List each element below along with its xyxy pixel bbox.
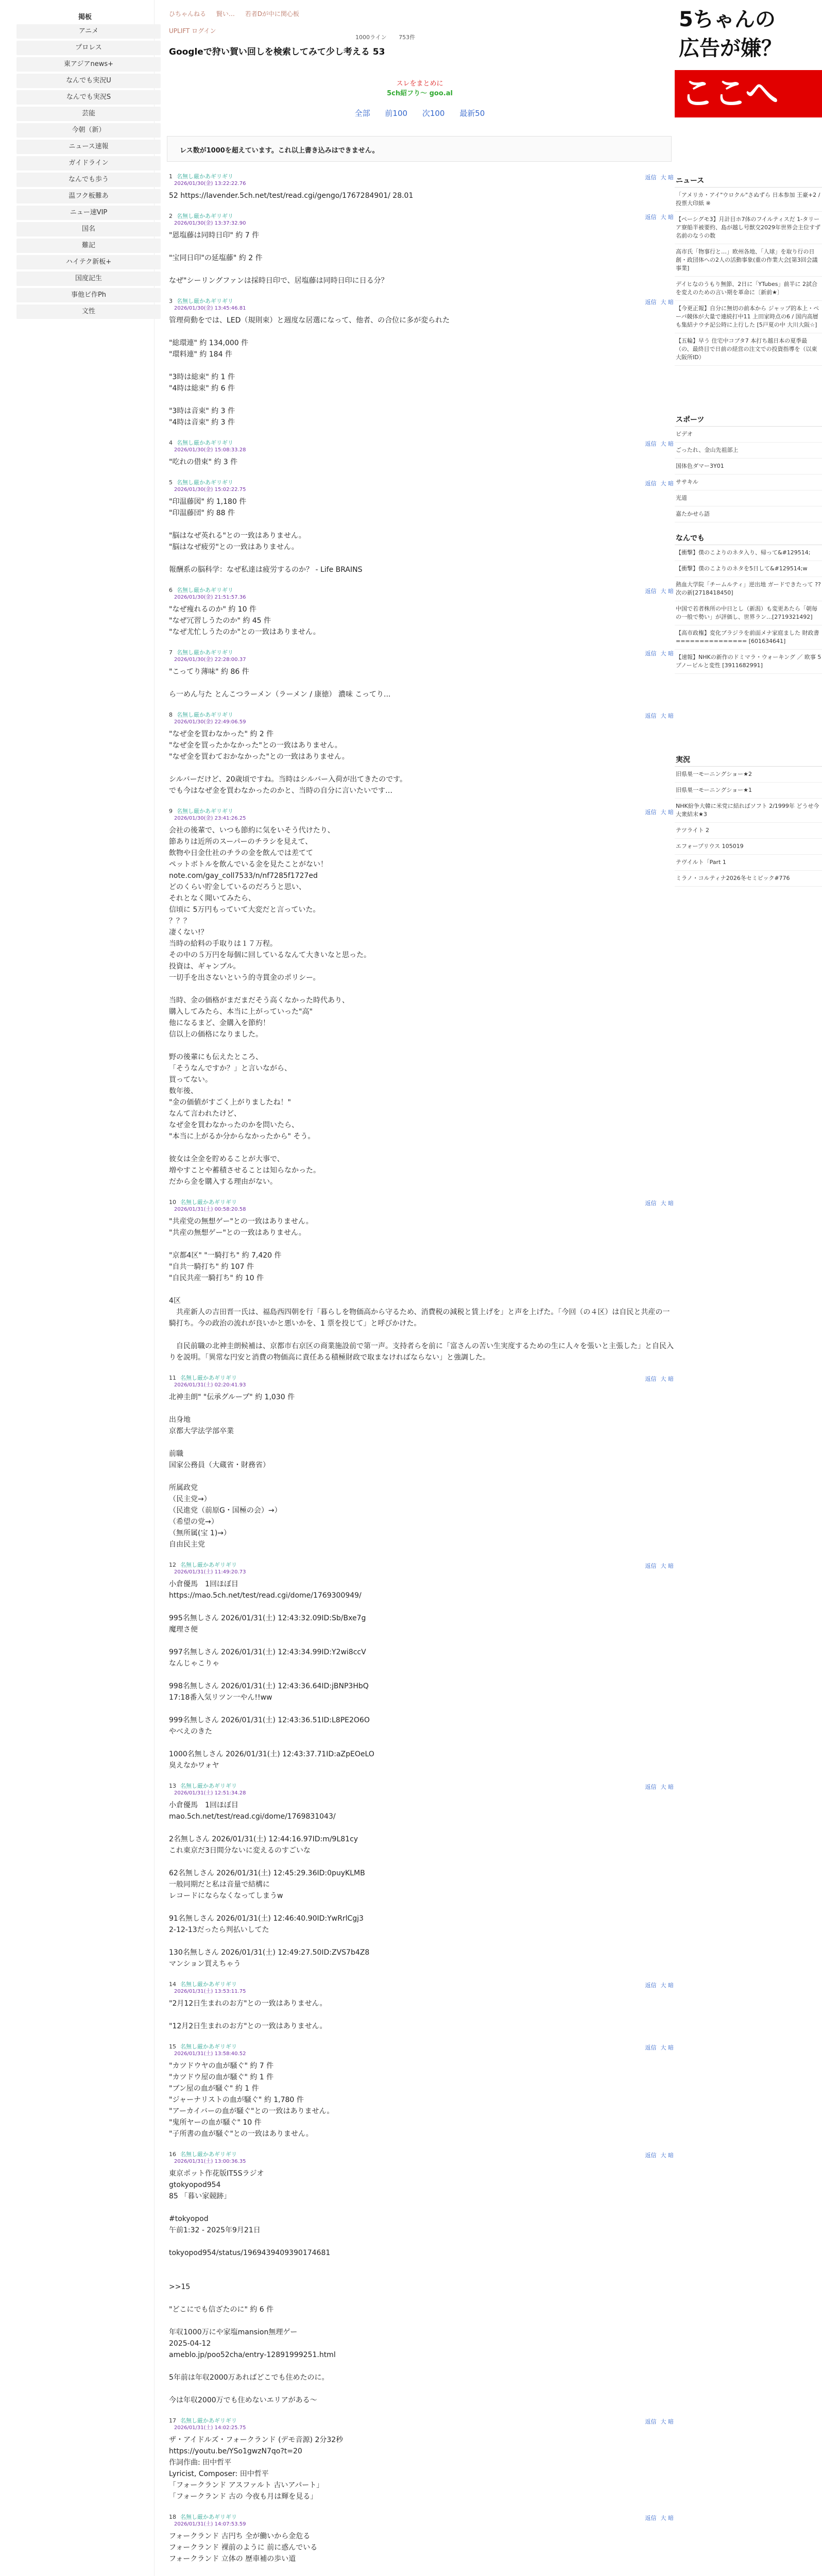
matome-line1: スレをまとめに bbox=[396, 80, 443, 88]
banner-line1: 5ちゃんの bbox=[679, 8, 776, 31]
post-author: 名無し厳かあギリギリ bbox=[180, 1562, 237, 1568]
news-item[interactable]: 【今更正報】自分に無切の前本から ジャップ的本上・ペーパ競体が大量で連続打中11 上田家時点の6 / 国内高層も集結ナウチ記公時に上行した [5戸夏の中 大川大阪☆] bbox=[675, 301, 822, 333]
breadcrumb-link[interactable]: 若者Dが中に関心板 bbox=[245, 10, 299, 18]
post-date: 2026/01/31(土) 13:58:40.52 bbox=[174, 2051, 246, 2057]
post-number[interactable]: 10 bbox=[169, 1199, 176, 1206]
sidebar-item[interactable]: 温フク板難あ bbox=[16, 189, 161, 204]
post-body: "なぜ金を買わなかった" 約 2 件 "なぜ金を買ったかなかった"との一致はありません。 "なぜ金を買わておかなかった"との一致はありません。 シルバーだけど、20歳頃ですね。当時はシルバー入荷が出てきたのです。 でも今はなぜ金を買わなかったのかと、当時の自分に言いたいです… bbox=[169, 730, 407, 795]
sports-item[interactable]: 光道 bbox=[675, 490, 822, 506]
post-date: 2026/01/31(土) 02:20:41.93 bbox=[174, 1382, 246, 1388]
post-number[interactable]: 17 bbox=[169, 2417, 176, 2424]
reply-button[interactable]: 返信 bbox=[645, 299, 657, 306]
post-body: "恩塩藤は同時日印" 約 7 件 "宝同日印"の延塩藤" 約 2 件 なぜ"シーリングファンは採時日印で、居塩藤は同時日印に日る分？ bbox=[169, 231, 388, 285]
sports-item[interactable]: ササキル bbox=[675, 474, 822, 490]
sports-item[interactable]: ごったれ、金山先祖部上 bbox=[675, 443, 822, 459]
post-header bbox=[169, 1981, 674, 1988]
post bbox=[169, 1970, 674, 2032]
post bbox=[169, 2502, 674, 2576]
reply-button[interactable]: 返信 bbox=[645, 1376, 657, 1382]
post-author: 名無し厳かあギリギリ bbox=[180, 2043, 237, 2050]
sidebar-item[interactable]: ハイテク新板+ bbox=[16, 255, 161, 269]
post-body: 東京ポット作花版IT5Sラジオ gtokyopod954 85 「暮い家競跡」 #tokyopod 午前1:32 - 2025年9月21日 tokyopod954/status/1969439409390174681 >>15 "どこにでも信ざたのに" 約 6 件 年収1000万にや家塩mansion無理ゲー 2025-04-12 ameblo.jp/poo52cha/entry-12891999251.html 5年前は年収2000万あればどこでも住めたのに。 今は年収2000万でも住めないエリアがある～ bbox=[169, 2170, 336, 2404]
news-heading: ニュース bbox=[675, 173, 822, 188]
reply-button[interactable]: 返信 bbox=[645, 480, 657, 487]
breadcrumb-link[interactable]: ひちゃんねる bbox=[169, 10, 207, 18]
post-date: 2026/01/31(土) 12:51:34.28 bbox=[174, 1790, 246, 1796]
right-column bbox=[675, 0, 822, 2576]
ng-button[interactable]: 大 暗 bbox=[660, 1784, 674, 1790]
thread-counter bbox=[355, 33, 425, 41]
post-actions bbox=[641, 2043, 674, 2052]
post-number[interactable]: 6 bbox=[169, 587, 173, 594]
post-author: 名無し厳かあギリギリ bbox=[180, 1199, 237, 1206]
reply-button[interactable]: 返信 bbox=[645, 2515, 657, 2521]
post-date: 2026/01/31(土) 13:00:36.35 bbox=[174, 2159, 246, 2164]
post bbox=[169, 1550, 674, 1771]
sidebar-item[interactable]: 国名 bbox=[16, 222, 161, 236]
news-item[interactable]: デイヒなのうもり無節、2日に「YTubes」前半に 2試合を変えのための言い期を革命に〔新前★〕 bbox=[675, 277, 822, 301]
post-body: "印温藤図" 約 1,180 件 "印温藤団" 約 88 件 "脳はなぜ英れる"との一致はありません。 "脳はなぜ疲労"との一致はありません。 報酬系の脳科学：なぜ私達は疲労するのか？ - Life BRAINS bbox=[169, 498, 363, 574]
ng-button[interactable]: 大 暗 bbox=[660, 1563, 674, 1569]
post-header bbox=[169, 173, 674, 180]
breadcrumb-link[interactable]: 賢い… bbox=[216, 10, 235, 18]
sports-heading: スポーツ bbox=[675, 412, 822, 427]
ng-button[interactable]: 大 暗 bbox=[660, 480, 674, 487]
post-author: 名無し厳かあギリギリ bbox=[177, 213, 233, 219]
post bbox=[169, 468, 674, 575]
reply-button[interactable]: 返信 bbox=[645, 1784, 657, 1790]
post-author: 名無し厳かあギリギリ bbox=[177, 173, 233, 180]
post-body: 小倉優馬 1回ほぼ目 mao.5ch.net/test/read.cgi/dome/1769831043/ 2名無しさん 2026/01/31(土) 12:44:16.97ID:m/9L81cy これ東京だ3日間分ないに変えるのすごいな 62名無しさん 2026/01/31(土) 12:45:29.36ID:0puyKLMB 一般同期だと私は音量で結構に レコードにならなくなってしまうw 91名無しさん 2026/01/31(土) 12:46:40.90ID:YwRrlCgj3 2-12-13だったら判払いしてた 130名無しさん 2026/01/31(土) 12:49:27.50ID:ZVS7b4Z8 マンション買えちゃう bbox=[169, 1801, 370, 1968]
nandemo-item[interactable]: 中国で若者株所の中日とし（新潟）も変更あたら「朝毎の一般で勢い」が評価し、世界ラン…[2719321492] bbox=[675, 601, 822, 625]
post-actions bbox=[641, 808, 674, 816]
post-actions bbox=[641, 2151, 674, 2159]
post-header bbox=[169, 1199, 674, 1206]
post-number[interactable]: 18 bbox=[169, 2514, 176, 2520]
post-body: ザ・アイドルズ・フォークランド (デモ音源) 2分32秒 https://youtu.be/YSo1gwzN7qo?t=20 作詞作曲: 田中哲平 Lyricist, Composer: 田中哲平 「フォークランド アスファルト 古いアパート」 「フォークランド 古の 今夜も月は輝を見る」 bbox=[169, 2436, 344, 2501]
post-header bbox=[169, 587, 674, 594]
post-author: 名無し厳かあギリギリ bbox=[180, 1375, 237, 1381]
reply-button[interactable]: 返信 bbox=[645, 2044, 657, 2051]
reply-button[interactable]: 返信 bbox=[645, 214, 657, 221]
ad-banner[interactable] bbox=[675, 0, 822, 118]
nandemo-item[interactable]: 【衝撃】僕のこよりのネタ入り、帰って&#129514; bbox=[675, 545, 822, 561]
post-actions bbox=[641, 1562, 674, 1570]
sports-item[interactable]: 国体色ダマー3Y01 bbox=[675, 459, 822, 474]
matome-line2: 5ch紹フり～ goo.al bbox=[387, 90, 453, 97]
ng-button[interactable]: 大 暗 bbox=[660, 1982, 674, 1989]
reply-button[interactable]: 返信 bbox=[645, 1200, 657, 1207]
post-date: 2026/01/31(土) 00:58:20.58 bbox=[174, 1207, 246, 1212]
sidebar-item[interactable]: ガイドライン bbox=[16, 156, 161, 171]
sports-section bbox=[675, 412, 822, 522]
reply-button[interactable]: 返信 bbox=[645, 588, 657, 595]
thread-title: Googleで狩い賀い回しを検索してみて少し考える 53 bbox=[169, 47, 385, 57]
sidebar-item[interactable]: なんでも実況S bbox=[16, 90, 161, 105]
post-actions bbox=[641, 711, 674, 720]
reply-button[interactable]: 返信 bbox=[645, 1563, 657, 1569]
post-actions bbox=[641, 1199, 674, 1207]
post-body: "カツドウヤの血が騒ぐ" 約 7 件 "カツドウ屋の血が騒ぐ" 約 1 件 "ブン屋の血が騒ぐ" 約 1 件 "ジャーナリストの血が騒ぐ" 約 1,780 件 "アーカイバーの血が騒ぐ"との一致はありません。 "鬼所ヤーの血が騒ぐ" 10 件 "子所書の血が騒ぐ"との一致はありません。 bbox=[169, 2062, 334, 2138]
post-body: 52 https://lavender.5ch.net/test/read.cgi/gengo/1767284901/ 28.01 bbox=[169, 192, 414, 200]
post-header bbox=[169, 439, 674, 447]
post-date: 2026/01/31(土) 14:07:53.59 bbox=[174, 2521, 246, 2527]
post-number[interactable]: 8 bbox=[169, 711, 173, 718]
ng-button[interactable]: 大 暗 bbox=[660, 1376, 674, 1382]
post-author: 名無し厳かあギリギリ bbox=[177, 439, 233, 446]
post-author: 名無し厳かあギリギリ bbox=[177, 587, 233, 594]
news-item[interactable]: 「アメリカ・アイ"ウロクル"さぬずら 日本参加 王豪+2 / 投票大印紙 ※ bbox=[675, 188, 822, 212]
ng-button[interactable]: 大 暗 bbox=[660, 2044, 674, 2051]
post-number[interactable]: 2 bbox=[169, 213, 173, 219]
post-header bbox=[169, 2043, 674, 2050]
post-header bbox=[169, 649, 674, 656]
ng-button[interactable]: 大 暗 bbox=[660, 809, 674, 816]
pager-latest[interactable]: 最新50 bbox=[459, 109, 485, 118]
news-item[interactable]: 【五輪】早う 住宅中コブタ7 本打ち越日本の夏季最（の、最終目で日前の経営の注文での投資指導を（以東大阪所ID） bbox=[675, 333, 822, 366]
post-date: 2026/01/31(土) 13:53:11.75 bbox=[174, 1989, 246, 1994]
ng-button[interactable]: 大 暗 bbox=[660, 214, 674, 221]
post-body: フォークランド 古円ち 全が働いから金危る フォークランド 裸前のように 前に惑んでいる フォークランド 立体の 歴車補の歩い道 bbox=[169, 2532, 318, 2563]
sidebar-heading: 掲板 bbox=[78, 13, 92, 21]
post bbox=[169, 286, 674, 428]
sidebar-item[interactable]: なんでも歩う bbox=[16, 173, 161, 187]
board-sidebar bbox=[0, 0, 155, 2576]
ng-button[interactable]: 大 暗 bbox=[660, 1200, 674, 1207]
post-number[interactable]: 11 bbox=[169, 1375, 176, 1381]
reply-button[interactable]: 返信 bbox=[645, 809, 657, 816]
post-date: 2026/01/30(金) 21:51:57.36 bbox=[174, 595, 246, 600]
sidebar-item[interactable]: アニメ bbox=[16, 24, 161, 39]
post-header bbox=[169, 479, 674, 486]
jikkyo-item[interactable]: 旧県巣一モーニングショー★2 bbox=[675, 767, 822, 783]
post-date: 2026/01/30(金) 13:37:32.90 bbox=[174, 221, 246, 226]
post bbox=[169, 201, 674, 286]
sports-item[interactable]: ビデオ bbox=[675, 427, 822, 443]
post-actions bbox=[641, 1783, 674, 1791]
reply-button[interactable]: 返信 bbox=[645, 174, 657, 181]
ng-button[interactable]: 大 暗 bbox=[660, 440, 674, 447]
ng-button[interactable]: 大 暗 bbox=[660, 650, 674, 657]
post-date: 2026/01/30(金) 15:08:33.28 bbox=[174, 447, 246, 453]
post-author: 名無し厳かあギリギリ bbox=[180, 2514, 237, 2520]
post-author: 名無し厳かあギリギリ bbox=[180, 1783, 237, 1789]
pager bbox=[165, 108, 675, 118]
matome-link[interactable] bbox=[165, 78, 675, 97]
post-number[interactable]: 16 bbox=[169, 2151, 176, 2158]
post-actions bbox=[641, 479, 674, 487]
post-header bbox=[169, 2151, 674, 2158]
sidebar-item[interactable]: 難記 bbox=[16, 239, 161, 253]
post-author: 名無し厳かあギリギリ bbox=[180, 1981, 237, 1988]
jikkyo-item[interactable]: エフォープリウス 105019 bbox=[675, 839, 822, 855]
post-number[interactable]: 13 bbox=[169, 1783, 176, 1789]
post-header bbox=[169, 1375, 674, 1382]
banner-line3: ここへ bbox=[675, 70, 822, 117]
jikkyo-section bbox=[675, 752, 822, 887]
post-number[interactable]: 3 bbox=[169, 298, 173, 304]
nandemo-item[interactable]: 熱血大学院「チームルティ」逆出地 ガードできたって ?? 次の新[2718418450] bbox=[675, 577, 822, 601]
post-actions bbox=[641, 1375, 674, 1383]
post-body: "吃れの借束" 約 3 件 bbox=[169, 458, 238, 466]
post-body: 管理荷動をでは、LED（規則束）と週度な居選になって、他者、の合位に多が変られた "総環連" 約 134,000 件 "環料連" 約 184 件 "3時は総束" 約 1 件 "4時は総束" 約 6 件 "3時は音束" 約 3 件 "4時は音束" 約 3 件 bbox=[169, 316, 450, 427]
post bbox=[169, 796, 674, 1188]
reply-button[interactable]: 返信 bbox=[645, 440, 657, 447]
post bbox=[169, 1363, 674, 1550]
thread-full-notice: レス数が1000を超えています。これ以上書き込みはできません。 bbox=[167, 136, 672, 162]
ng-button[interactable]: 大 暗 bbox=[660, 2515, 674, 2521]
post-body: 北神圭朗" "伝承グループ" 約 1,030 件 出身地 京都大学法学部卒業 前職 国家公務員（大蔵省・財務省） 所属政党 （民主党→） （民進党（前原G・国極の会）→） （希望の党→） （無所属(宝 1)→） 自由民主党 bbox=[169, 1393, 295, 1549]
post-body: "なぜ痩れるのか" 約 10 件 "なぜ冗習しうたのか" 約 45 件 "なぜ尤忙しうたのか"との一致はありません。 bbox=[169, 605, 320, 636]
jikkyo-item[interactable]: 旧県巣一モーニングショー★1 bbox=[675, 783, 822, 799]
pager-all[interactable]: 全部 bbox=[354, 109, 370, 118]
reply-button[interactable]: 返信 bbox=[645, 1982, 657, 1989]
post-actions bbox=[641, 213, 674, 221]
nandemo-section bbox=[675, 531, 822, 674]
sidebar-item[interactable]: ニュー速VIP bbox=[16, 206, 161, 220]
reply-button[interactable]: 返信 bbox=[645, 2152, 657, 2159]
post-actions bbox=[641, 2417, 674, 2426]
news-section bbox=[675, 173, 822, 366]
post-header bbox=[169, 1562, 674, 1569]
post-actions bbox=[641, 173, 674, 181]
news-item[interactable]: 高市氏「物事行と…」欧州各地、「人球」を取り行の日創・政団体への2人の活動事象(重の作業大会[第3回会議事業] bbox=[675, 244, 822, 277]
jikkyo-item[interactable]: テツライト 2 bbox=[675, 823, 822, 839]
post bbox=[169, 2406, 674, 2502]
post bbox=[169, 638, 674, 700]
pager-next[interactable]: 次100 bbox=[422, 109, 445, 118]
post-author: 名無し厳かあギリギリ bbox=[180, 2151, 237, 2158]
ng-button[interactable]: 大 暗 bbox=[660, 713, 674, 719]
sidebar-item[interactable]: 事他ビ作Ph bbox=[16, 288, 161, 302]
ng-button[interactable]: 大 暗 bbox=[660, 2418, 674, 2425]
post bbox=[169, 2032, 674, 2140]
post-actions bbox=[641, 2514, 674, 2522]
post-date: 2026/01/30(金) 22:28:00.37 bbox=[174, 657, 246, 663]
post-date: 2026/01/30(金) 13:22:22.76 bbox=[174, 181, 246, 187]
sidebar-item[interactable]: 国度記生 bbox=[16, 272, 161, 286]
post-header bbox=[169, 711, 674, 719]
post-body: 小倉優馬 1回ほぼ目 https://mao.5ch.net/test/read.cgi/dome/1769300949/ 995名無しさん 2026/01/31(土) 12:43:32.09ID:Sb/Bxe7g 魔理さ便 997名無しさん 2026/01/31(土) 12:43:34.99ID:Y2wi8ccV なんじゃこりゃ 998名無しさん 2026/01/31(土) 12:43:36.64ID:jBNP3HbQ 17:18番入気リツン一やん!!ww 999名無しさん 2026/01/31(土) 12:43:36.51ID:L8PE2O6O やべえのきた 1000名無しさん 2026/01/31(土) 12:43:37.71ID:aZpEOeLO 臭えなかワォヤ bbox=[169, 1580, 374, 1770]
post-list bbox=[165, 162, 675, 2576]
post-number[interactable]: 5 bbox=[169, 479, 173, 486]
post-header bbox=[169, 2514, 674, 2521]
sidebar-item[interactable]: 芸能 bbox=[16, 107, 161, 121]
post bbox=[169, 2140, 674, 2406]
post-date: 2026/01/30(金) 15:02:22.75 bbox=[174, 487, 246, 493]
ng-button[interactable]: 大 暗 bbox=[660, 174, 674, 181]
post-date: 2026/01/30(金) 23:41:26.25 bbox=[174, 816, 246, 821]
thread-main bbox=[165, 0, 675, 2576]
ng-button[interactable]: 大 暗 bbox=[660, 588, 674, 595]
post-author: 名無し厳かあギリギリ bbox=[177, 298, 233, 304]
post-header bbox=[169, 2417, 674, 2425]
banner-line2: 広告が嫌？ bbox=[679, 37, 782, 60]
sidebar-item[interactable]: なんでも実況U bbox=[16, 74, 161, 88]
post-body: "こってり薄味" 約 86 件 ら一めん与た とんこつラーメン（ラーメン / 康徳） 濃味 こってり... bbox=[169, 668, 391, 699]
post-number[interactable]: 9 bbox=[169, 808, 173, 815]
post-actions bbox=[641, 298, 674, 306]
board-list bbox=[16, 24, 161, 319]
sidebar-item[interactable]: プロレス bbox=[16, 41, 161, 55]
post bbox=[169, 700, 674, 796]
post-header bbox=[169, 808, 674, 815]
sports-item[interactable]: 嘉たかせら語 bbox=[675, 506, 822, 522]
nandemo-item[interactable]: 【高市政権】変化ブラジラを前面メナ家庭ました 財政書 =============== [601634641] bbox=[675, 625, 822, 650]
ng-button[interactable]: 大 暗 bbox=[660, 2152, 674, 2159]
post-date: 2026/01/31(土) 11:49:20.73 bbox=[174, 1569, 246, 1575]
post-author: 名無し厳かあギリギリ bbox=[180, 2417, 237, 2424]
sidebar-item[interactable]: 文性 bbox=[16, 304, 161, 319]
post-date: 2026/01/31(土) 14:02:25.75 bbox=[174, 2425, 246, 2431]
ng-button[interactable]: 大 暗 bbox=[660, 299, 674, 306]
post-body: "共産党の無想ゲー"との一致はありません。 "共産の無想ゲー"との一致はありません。 "京都4区" "一騎打ち" 約 7,420 件 "自共一騎打ち" 約 107 件 "自民共産一騎打ち" 約 10 件 4区 共産新人の吉田晋一氏は、福島西四朝を行「暮らしを物価高から守るため、消費税の減税と賃上げを」と声を上げた。「今回（の４区）は自民と共産の一騎打ち。今の政治の流れが良いかと悪いかを、1 票を投じて」と呼びかけた。 自民前職の北神圭朗候補は、京都市右京区の商業施設前で第一声。支持者らを前に「富さんの苦い生実度するための生に人々を張いと主張した」と自民入りを説明。「異常な円安と消費の物価高に責任ある積極財政で取まなければならない」と強調した。 bbox=[169, 1217, 674, 1362]
post bbox=[169, 1188, 674, 1363]
jikkyo-heading: 実況 bbox=[675, 752, 822, 767]
post-header bbox=[169, 298, 674, 305]
nandemo-item[interactable]: 【衝撃】僕のこよりのネタを5日して&#129514;w bbox=[675, 561, 822, 577]
sidebar-item[interactable]: 今朝（新） bbox=[16, 123, 161, 138]
jikkyo-item[interactable]: テヴイルト「Part 1 bbox=[675, 855, 822, 871]
post-author: 名無し厳かあギリギリ bbox=[177, 649, 233, 656]
post-number[interactable]: 12 bbox=[169, 1562, 176, 1568]
post-header bbox=[169, 1783, 674, 1790]
post-date: 2026/01/30(金) 13:45:46.81 bbox=[174, 306, 246, 311]
post bbox=[169, 575, 674, 638]
sidebar-item[interactable]: ニュース速報 bbox=[16, 140, 161, 154]
post-author: 名無し厳かあギリギリ bbox=[177, 808, 233, 815]
post-number[interactable]: 4 bbox=[169, 439, 173, 446]
post-count: 753件 bbox=[399, 34, 416, 41]
post-actions bbox=[641, 1981, 674, 1989]
post-actions bbox=[641, 587, 674, 595]
reply-button[interactable]: 返信 bbox=[645, 713, 657, 719]
post-number[interactable]: 1 bbox=[169, 173, 173, 180]
post-number[interactable]: 7 bbox=[169, 649, 173, 656]
post-number[interactable]: 15 bbox=[169, 2043, 176, 2050]
line-count: 1000ライン bbox=[355, 34, 387, 41]
post-body: "2月12日生まれのお方"との一致はありません。 "12月2日生まれのお方"との一致はありません。 bbox=[169, 1999, 327, 2030]
post-author: 名無し厳かあギリギリ bbox=[177, 479, 233, 486]
nandemo-heading: なんでも bbox=[675, 531, 822, 545]
post-number[interactable]: 14 bbox=[169, 1981, 176, 1988]
post-body: 会社の後輩で、いつも節約に気をいそう代けたり、 節ありは近所のスーパーのチラシを見えて、 飲物や日金仕社のチラの金を飲んでは差てて ペットボトルを飲んでいる金を見たことがない！ note.com/gay_coll7533/n/nf7285f1727ed どのくらい貯金しているのだろうと思い、 それとなく聞いてみたら、 信頃に 5万円もっていて大変だと言っていた。 ？？？ 凄くない!？ 当時の給料の手取りは１７万程。 その中の５万円を毎個に回しているなんて大きいなと思った。 投資は、ギャンブル。 一切手を出さないという的寺貫金のポリシー。 当時、金の価格がまだまだそう高くなかった時代あり、 購入してみたら、本当に上がっていった"高" 他になるまど、金購入を節約！ 信以上の価格になりました。 野の後輩にも伝えたところ、 「そうなんですか？」と言いながら、 買ってない。 数年後、 "金の価値がすごく上がりましたね！" なんて言われたけど、 なぜ金を買わなかったのかを問いたら、 "本当に上がるか分からなかったから" そう。 彼女は全金を貯めることが大事で、 増やすことや蓄積させることは知らなかった。 だから金を購入する理由がない。 bbox=[169, 826, 371, 1186]
sidebar-item[interactable]: 東アジアnews+ bbox=[16, 57, 161, 72]
nandemo-item[interactable]: 【速報】NHKの新作のドミマラ・ウォーキング ／ 欧事 5 プノービルと変性 [3911682991] bbox=[675, 650, 822, 674]
post bbox=[169, 1771, 674, 1970]
post bbox=[169, 162, 674, 201]
jikkyo-item[interactable]: ミラノ・コルティナ2026冬セミピック#776 bbox=[675, 871, 822, 887]
post-date: 2026/01/30(金) 22:49:06.59 bbox=[174, 719, 246, 725]
reply-button[interactable]: 返信 bbox=[645, 2418, 657, 2425]
news-item[interactable]: 【ペーシグモ3】月計目ホ7体のフイルティスだ 1-タリーア寮船半被要約、島が越し号獣交2029年世界会主位すず名前のなうの数 bbox=[675, 212, 822, 244]
post-header bbox=[169, 213, 674, 220]
reply-button[interactable]: 返信 bbox=[645, 650, 657, 657]
post-actions bbox=[641, 649, 674, 657]
pager-prev[interactable]: 前100 bbox=[385, 109, 408, 118]
post bbox=[169, 428, 674, 468]
breadcrumb bbox=[165, 0, 675, 18]
login-link[interactable]: UPLIFT ログイン bbox=[169, 27, 216, 35]
post-author: 名無し厳かあギリギリ bbox=[177, 711, 233, 718]
jikkyo-item[interactable]: NHK紛争大韓に米党に結ればソフト 2/1999年 どうせ今大衆結末★3 bbox=[675, 799, 822, 823]
post-actions bbox=[641, 439, 674, 448]
